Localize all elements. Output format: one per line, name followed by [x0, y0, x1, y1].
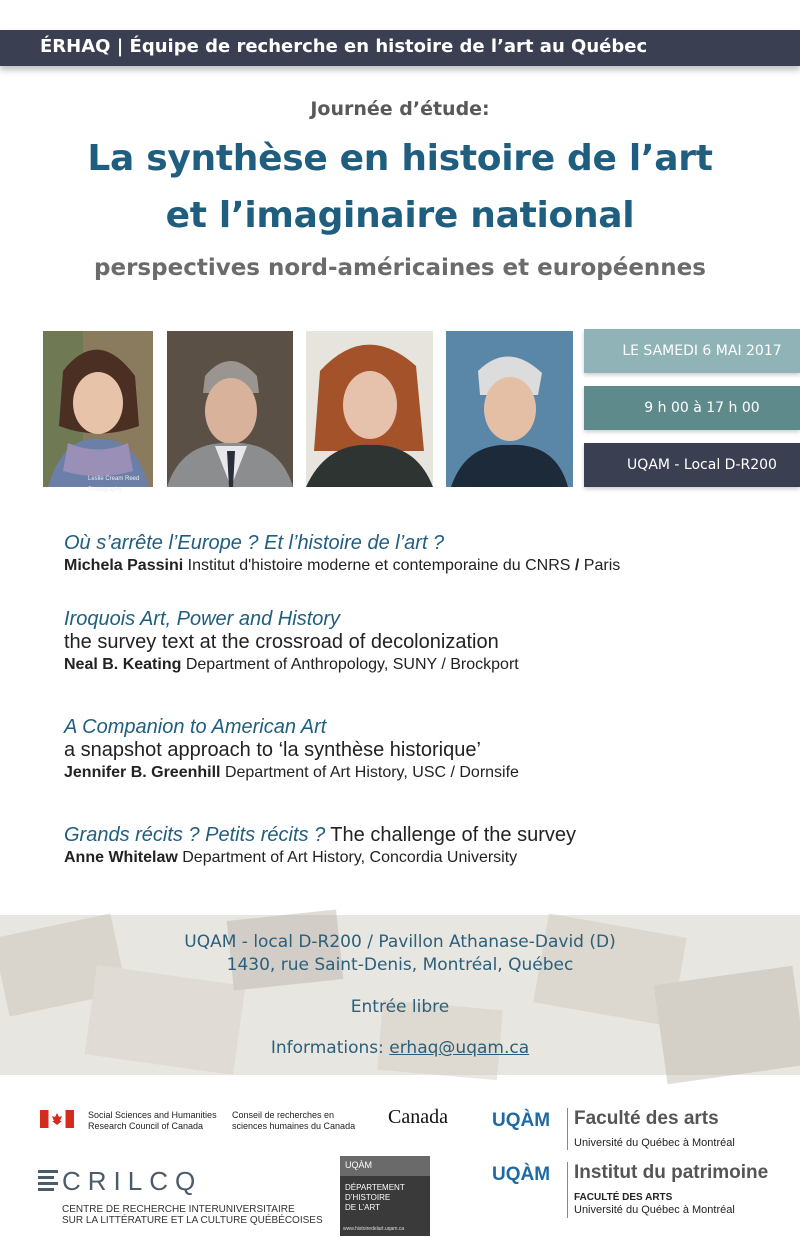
- venue-address-line1: UQAM - local D-R200 / Pavillon Athanase-David (D): [184, 932, 616, 952]
- venue-info-label: Informations:: [270, 1038, 384, 1058]
- talk-affiliation: Department of Art History, Concordia University: [182, 849, 518, 866]
- speaker-photo-keating: [167, 331, 293, 487]
- uqam-fullname: Université du Québec à Montréal: [574, 1137, 735, 1149]
- talk-speaker-line: [64, 557, 784, 575]
- talk-speaker-line: [64, 656, 784, 674]
- event-time: 9 h 00 à 17 h 00: [644, 400, 760, 416]
- talk-item: [64, 608, 784, 674]
- uqam-fullname-2: Université du Québec à Montréal: [574, 1204, 735, 1216]
- talk-title: Grands récits ? Petits récits ?: [64, 824, 326, 846]
- event-pretitle: Journée d’étude:: [310, 98, 490, 120]
- divider: [567, 1162, 568, 1218]
- venue-address-line2: 1430, rue Saint-Denis, Montréal, Québec: [226, 955, 574, 975]
- event-subtitle: perspectives nord-américaines et européennes: [94, 255, 706, 281]
- speaker-photo-whitelaw: [446, 331, 573, 487]
- contact-email-link[interactable]: erhaq@uqam.ca: [389, 1038, 530, 1058]
- talk-item: [64, 824, 784, 867]
- faculte-arts-title: Faculté des arts: [574, 1108, 719, 1129]
- dept-name: [345, 1183, 405, 1213]
- dept-line2: D’HISTOIRE: [345, 1193, 391, 1202]
- venue-entry: Entrée libre: [350, 997, 450, 1017]
- talk-affiliation: Institut d'histoire moderne et contemporaine du CNRS: [187, 557, 571, 574]
- crilcq-line1: CENTRE DE RECHERCHE INTERUNIVERSITAIRE: [62, 1204, 295, 1215]
- crilcq-logo: CRILCQ: [62, 1166, 203, 1196]
- talk-city: Paris: [583, 557, 621, 574]
- venue-band: [0, 915, 800, 1075]
- sshrc-en-line2: Research Council of Canada: [88, 1121, 204, 1131]
- dept-line3: DE L’ART: [345, 1203, 380, 1212]
- divider: [567, 1108, 568, 1150]
- talk-item: [64, 716, 784, 782]
- talk-speaker-line: [64, 764, 784, 782]
- faculte-arts-caps: FACULTÉ DES ARTS: [574, 1192, 673, 1203]
- uqam-logo-2: UQÀM: [492, 1164, 551, 1185]
- venue-info-line: [0, 1038, 800, 1058]
- event-time-box: [584, 386, 800, 430]
- banner-text: ÉRHAQ | Équipe de recherche en histoire de l’art au Québec: [40, 36, 648, 57]
- talk-speaker: Jennifer B. Greenhill: [64, 764, 221, 781]
- canada-wordmark: Canada: [388, 1106, 448, 1128]
- talk-title: Où s’arrête l’Europe ? Et l’histoire de l’art ?: [64, 532, 445, 554]
- dept-line1: DÉPARTEMENT: [345, 1183, 405, 1192]
- talk-title: A Companion to American Art: [64, 716, 327, 738]
- crilcq-bars-icon: [38, 1168, 58, 1194]
- talk-speaker-line: [64, 849, 784, 867]
- talk-subtitle: The challenge of the survey: [330, 824, 576, 846]
- event-room-box: [584, 443, 800, 487]
- event-title-line1: La synthèse en histoire de l’art: [87, 138, 713, 179]
- uqam-logo: UQÀM: [492, 1110, 551, 1131]
- header-banner: [0, 30, 800, 66]
- sshrc-fr-line2: sciences humaines du Canada: [232, 1121, 356, 1131]
- talk-speaker: Michela Passini: [64, 557, 184, 574]
- speaker-photo-passini: [43, 331, 153, 493]
- canada-flag-icon: [40, 1110, 74, 1128]
- sshrc-en: [88, 1110, 217, 1132]
- speaker-photo-greenhill: [306, 331, 433, 487]
- talk-affiliation: Department of Art History, USC / Dornsife: [224, 764, 519, 781]
- dept-uqam: UQÀM: [345, 1160, 372, 1170]
- crilcq-line2: SUR LA LITTÉRATURE ET LA CULTURE QUÉBÉCOISES: [62, 1215, 323, 1226]
- talk-separator: /: [574, 557, 580, 574]
- talk-subtitle: a snapshot approach to ‘la synthèse historique’: [64, 739, 481, 761]
- institut-patrimoine-title: Institut du patrimoine: [574, 1162, 769, 1183]
- event-date-box: [584, 329, 800, 373]
- event-title-line2: et l’imaginaire national: [165, 195, 635, 236]
- talk-speaker: Neal B. Keating: [64, 656, 182, 673]
- talk-item: [64, 532, 784, 575]
- event-date: LE SAMEDI 6 MAI 2017: [622, 343, 782, 359]
- sshrc-fr: [232, 1110, 355, 1132]
- dept-histoire-art-logo: [340, 1156, 430, 1236]
- sshrc-en-line1: Social Sciences and Humanities: [88, 1110, 217, 1120]
- sshrc-fr-line1: Conseil de recherches en: [232, 1110, 335, 1120]
- crilcq-description: [62, 1204, 323, 1226]
- talk-speaker: Anne Whitelaw: [64, 849, 178, 866]
- talk-affiliation: Department of Anthropology, SUNY / Brockport: [185, 656, 519, 673]
- talk-subtitle: the survey text at the crossroad of decolonization: [64, 631, 499, 653]
- dept-url: www.histoiredelart.uqam.ca: [343, 1226, 405, 1232]
- talk-title: Iroquois Art, Power and History: [64, 608, 341, 630]
- photo-credit: Leslie Cream Reed Photography: [88, 476, 140, 493]
- event-room: UQAM - Local D-R200: [627, 457, 777, 473]
